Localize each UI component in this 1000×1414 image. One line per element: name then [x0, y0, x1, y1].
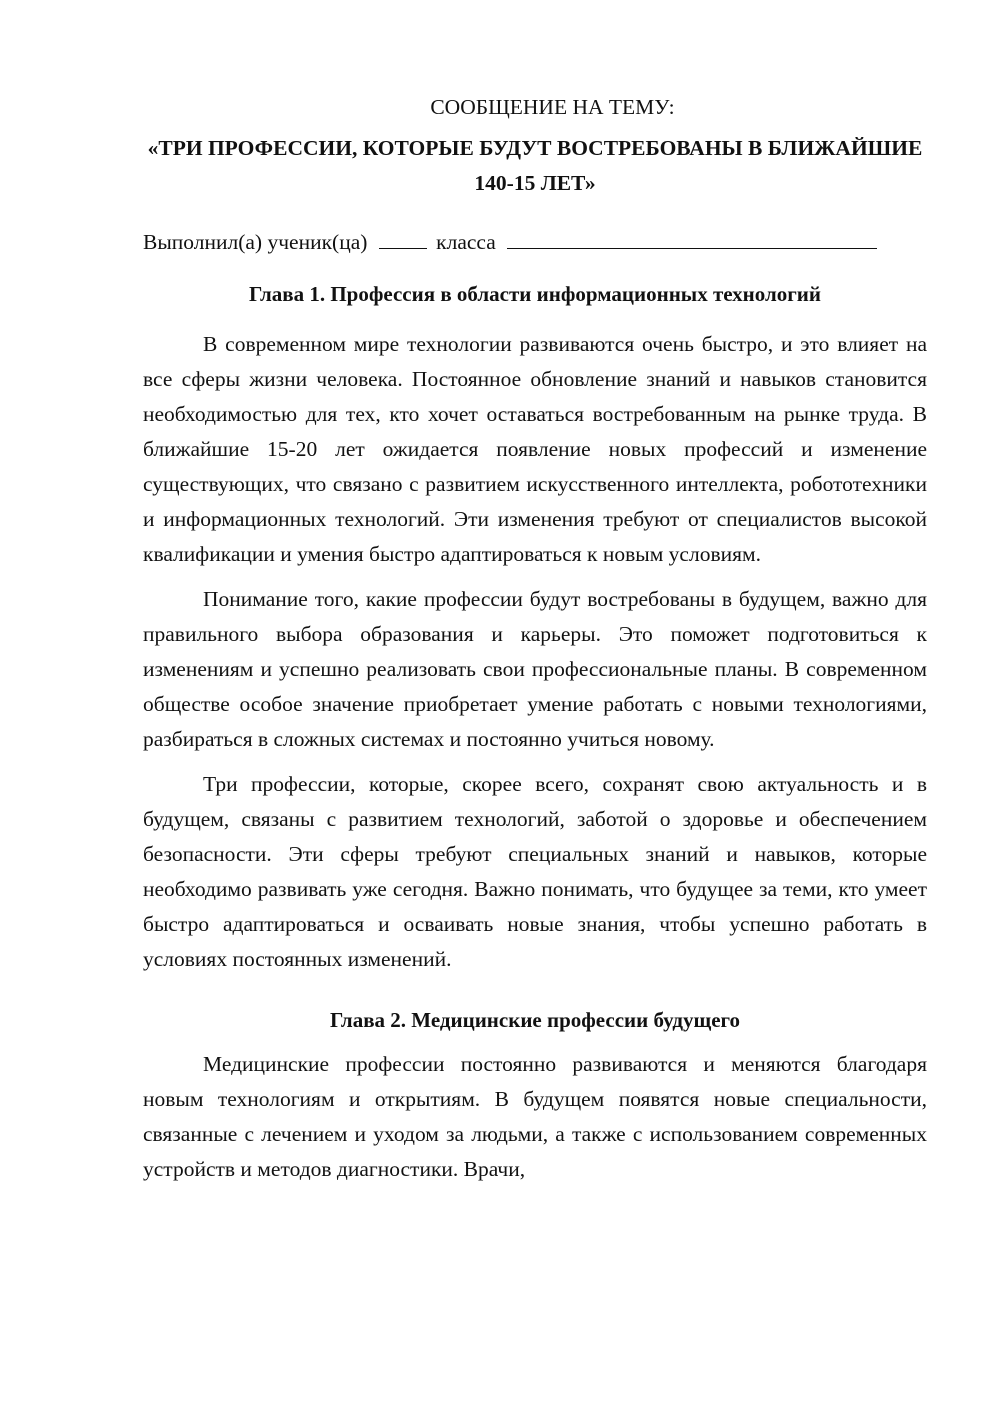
chapter-1-heading: Глава 1. Профессия в области информационных технологий — [248, 282, 822, 306]
student-name-blank — [507, 228, 877, 249]
chapter-2-paragraph: Медицинские профессии постоянно развиваются и меняются благодаря новым технологиям и открытиям. В будущем появятся новые специальности, связанные с лечением и уходом за людьми, а также с использованием современных устройств и методов диагностики. Врачи, — [143, 1052, 927, 1181]
author-prefix: Выполнил(а) ученик(ца) — [143, 230, 368, 254]
document-subtitle: СООБЩЕНИЕ НА ТЕМУ: — [430, 95, 675, 119]
chapter-1-paragraph: В современном мире технологии развиваются очень быстро, и это влияет на все сферы жизни человека. Постоянное обновление знаний и навыков становится необходимостью для тех, кто хочет оставаться востребованным на рынке труда. В ближайшие 15-20 лет ожидается появление новых профессий и изменение существующих, что связано с развитием искусственного интеллекта, робототехники и информационных технологий. Эти изменения требуют от специалистов высокой квалификации и умения быстро адаптироваться к новым условиям. — [143, 332, 927, 566]
author-line — [143, 227, 927, 257]
chapter-1-paragraph: Понимание того, какие профессии будут востребованы в будущем, важно для правильного выбора образования и карьеры. Это поможет подготовиться к изменениям и успешно реализовать свои профессиональные планы. В современном обществе особое значение приобретает умение работать с новыми технологиями, разбираться в сложных системах и постоянно учиться новому. — [143, 587, 927, 751]
author-class-label: класса — [436, 230, 496, 254]
document-title: «ТРИ ПРОФЕССИИ, КОТОРЫЕ БУДУТ ВОСТРЕБОВАНЫ В БЛИЖАЙШИЕ 140-15 ЛЕТ» — [147, 136, 923, 195]
class-number-blank — [379, 228, 427, 249]
chapter-2-heading: Глава 2. Медицинские профессии будущего — [329, 1008, 741, 1032]
chapter-1-paragraph: Три профессии, которые, скорее всего, сохранят свою актуальность и в будущем, связаны с развитием технологий, заботой о здоровье и обеспечением безопасности. Эти сферы требуют специальных знаний и навыков, которые необходимо развивать уже сегодня. Важно понимать, что будущее за теми, кто умеет быстро адаптироваться и осваивать новые знания, чтобы успешно работать в условиях постоянных изменений. — [143, 772, 927, 971]
